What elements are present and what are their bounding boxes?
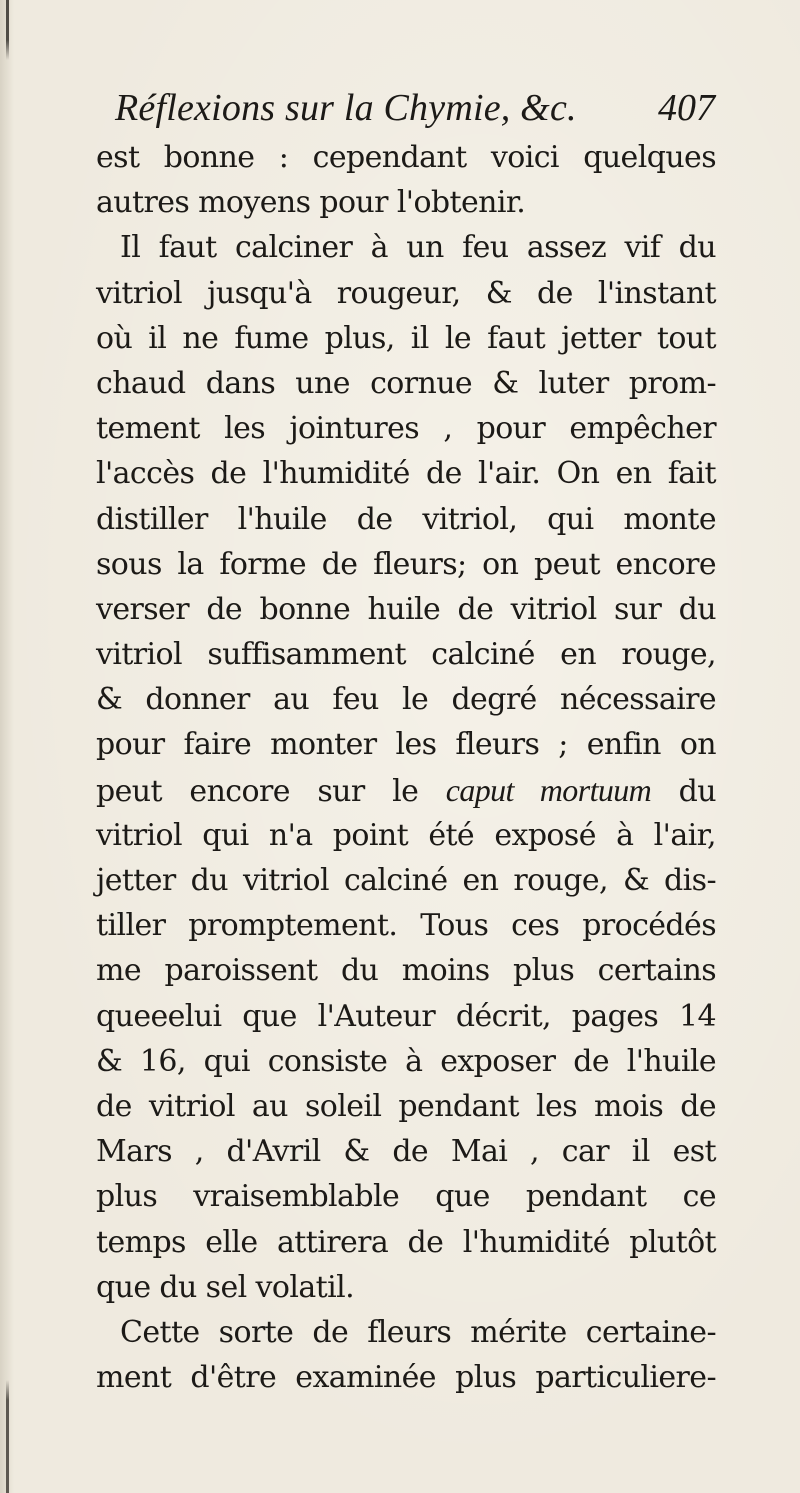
text-line-17 bbox=[96, 858, 716, 903]
text-run: me paroissent du moins plus certains bbox=[96, 953, 716, 989]
text-line-14 bbox=[96, 722, 716, 767]
text-run: chaud dans une cornue & luter prom- bbox=[96, 365, 716, 401]
text-line-3 bbox=[96, 225, 716, 270]
text-run: jetter du vitriol calciné en rouge, & dis- bbox=[96, 863, 716, 898]
text-run: autres moyens pour l'obtenir. bbox=[96, 185, 526, 221]
text-run: queeelui que l'Auteur décrit, pages 14 bbox=[96, 998, 716, 1034]
text-run: tement les jointures , pour empêcher bbox=[96, 411, 716, 447]
text-run: & 16, qui consiste à exposer de l'huile bbox=[96, 1043, 716, 1079]
text-line-12 bbox=[96, 632, 716, 677]
running-title: Réflexions sur la Chymie, &c. bbox=[115, 87, 577, 129]
text-line-15 bbox=[96, 768, 716, 813]
text-line-11 bbox=[96, 587, 716, 632]
text-line-25 bbox=[96, 1220, 716, 1265]
text-line-24 bbox=[96, 1174, 716, 1219]
text-line-20 bbox=[96, 994, 716, 1039]
text-line-22 bbox=[96, 1084, 716, 1129]
text-run: plus vraisemblable que pendant ce bbox=[96, 1179, 716, 1215]
text-run: ment d'être examinée plus particuliere- bbox=[96, 1360, 716, 1396]
text-run: Il faut calciner à un feu assez vif du bbox=[120, 230, 716, 266]
text-line-4 bbox=[96, 271, 716, 316]
text-line-7 bbox=[96, 406, 716, 451]
text-run: l'accès de l'humidité de l'air. On en fait bbox=[96, 456, 716, 492]
text-run: sous la forme de fleurs; on peut encore bbox=[96, 546, 716, 582]
page-number: 407 bbox=[658, 87, 715, 129]
text-line-18 bbox=[96, 903, 716, 948]
text-line-19 bbox=[96, 948, 716, 993]
text-line-21 bbox=[96, 1039, 716, 1084]
text-line-23 bbox=[96, 1129, 716, 1174]
text-run: Cette sorte de fleurs mérite certaine- bbox=[120, 1314, 716, 1350]
text-line-5 bbox=[96, 316, 716, 361]
text-run: vitriol suffisamment calciné en rouge, bbox=[96, 637, 716, 673]
body-text bbox=[96, 135, 716, 1400]
text-line-27 bbox=[96, 1310, 716, 1355]
text-line-16 bbox=[96, 813, 716, 858]
text-line-28 bbox=[96, 1355, 716, 1400]
text-run: est bonne : cependant voici quelques bbox=[96, 140, 716, 175]
text-run: de vitriol au soleil pendant les mois de bbox=[96, 1088, 716, 1124]
text-run: du bbox=[651, 773, 716, 809]
text-run: verser de bonne huile de vitriol sur du bbox=[96, 591, 716, 627]
text-run: vitriol jusqu'à rougeur, & de l'instant bbox=[96, 275, 716, 311]
text-line-2 bbox=[96, 180, 716, 225]
text-run: peut encore sur le bbox=[96, 773, 446, 809]
text-line-9 bbox=[96, 497, 716, 542]
text-line-26 bbox=[96, 1265, 716, 1310]
page-header bbox=[115, 80, 715, 136]
text-line-8 bbox=[96, 451, 716, 496]
text-run: tiller promptement. Tous ces procédés bbox=[96, 908, 716, 944]
text-run: où il ne fume plus, il le faut jetter tout bbox=[96, 320, 716, 356]
text-line-10 bbox=[96, 542, 716, 587]
page-binding-edge bbox=[6, 0, 9, 1493]
text-run: que du sel volatil. bbox=[96, 1269, 355, 1305]
text-run: distiller l'huile de vitriol, qui monte bbox=[96, 501, 716, 537]
text-line-1 bbox=[96, 135, 716, 180]
text-run: temps elle attirera de l'humidité plutôt bbox=[96, 1224, 716, 1260]
text-run: pour faire monter les fleurs ; enfin on bbox=[96, 727, 716, 763]
text-line-13 bbox=[96, 677, 716, 722]
text-run: & donner au feu le degré nécessaire bbox=[96, 682, 716, 718]
text-line-6 bbox=[96, 361, 716, 406]
italic-phrase: caput mortuum bbox=[445, 771, 652, 808]
text-run: vitriol qui n'a point été exposé à l'air, bbox=[96, 817, 716, 853]
text-run: Mars , d'Avril & de Mai , car il est bbox=[96, 1134, 716, 1170]
